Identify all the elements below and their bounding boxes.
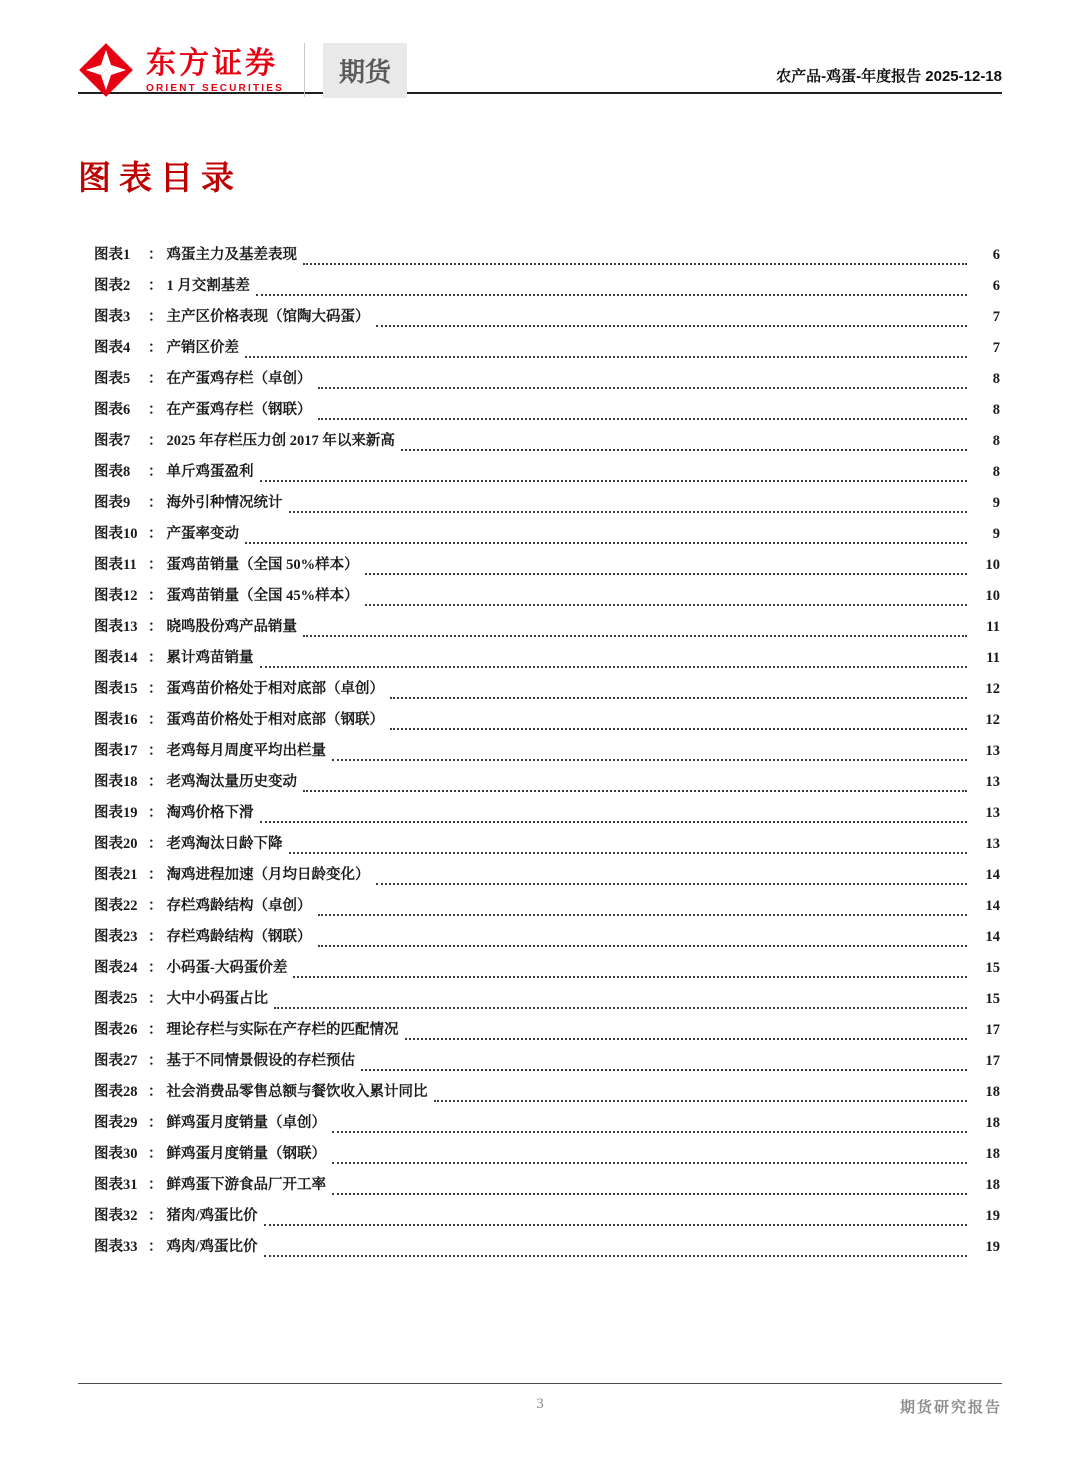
toc-entry-page: 6 [992,278,1000,294]
toc-entry-title: 蛋鸡苗价格处于相对底部（卓创） [166,681,384,697]
toc-entry-separator: ： [148,247,163,263]
toc-entry-dotted-leader [245,356,967,358]
toc-entry-dotted-leader [303,263,967,265]
toc-entry-page: 19 [985,1208,1000,1224]
toc-entry-dotted-leader [332,1193,967,1195]
toc-entry-page: 8 [992,371,1000,387]
toc-entry-separator: ： [148,929,163,945]
page-header [78,0,1002,92]
toc-entry-separator: ： [148,898,163,914]
toc-entry[interactable] [94,460,1000,491]
toc-entry-num: 图表27 [94,1053,138,1069]
toc-entry-dotted-leader [390,728,967,730]
toc-entry-title: 淘鸡价格下滑 [166,805,254,821]
toc-entry-page: 13 [985,805,1000,821]
toc-entry-page: 14 [985,929,1000,945]
toc-entry-num: 图表32 [94,1208,138,1224]
toc-entry-num: 图表16 [94,712,138,728]
toc-entry[interactable] [94,522,1000,553]
toc-entry-separator: ： [148,743,163,759]
toc-entry-title: 存栏鸡龄结构（钢联） [166,929,312,945]
toc-entry-separator: ： [148,433,163,449]
toc-entry-page: 18 [985,1115,1000,1131]
page-footer [78,1383,1002,1418]
toc-entry[interactable] [94,615,1000,646]
toc-entry[interactable] [94,336,1000,367]
toc-entry-title: 单斤鸡蛋盈利 [166,464,254,480]
toc-entry-dotted-leader [293,976,967,978]
toc-entry-page: 9 [992,526,1000,542]
toc-entry-dotted-leader [245,542,967,544]
toc-entry-separator: ： [148,712,163,728]
toc-entry-separator: ： [148,495,163,511]
toc-entry-title: 晓鸣股份鸡产品销量 [166,619,297,635]
brand-name-en: ORIENT SECURITIES [146,82,284,94]
toc-entry-num: 图表14 [94,650,138,666]
toc-entry[interactable] [94,987,1000,1018]
toc-entry-title: 老鸡淘汰日龄下降 [166,836,283,852]
toc-entry-dotted-leader [365,573,967,575]
toc-entry-dotted-leader [256,294,967,296]
toc-entry-title: 社会消费品零售总额与餐饮收入累计同比 [166,1084,428,1100]
toc-entry-num: 图表24 [94,960,138,976]
orient-securities-logo-icon [78,42,134,98]
toc-entry-dotted-leader [332,1131,967,1133]
toc-entry-separator: ： [148,1053,163,1069]
toc-entry-num: 图表1 [94,247,131,263]
toc-entry-num: 图表23 [94,929,138,945]
toc-entry-page: 6 [992,247,1000,263]
report-info: 农产品-鸡蛋-年度报告 2025-12-18 [776,68,1002,85]
toc-entry-separator: ： [148,1177,163,1193]
toc-entry-separator: ： [148,1084,163,1100]
toc-entry-num: 图表9 [94,495,131,511]
toc-entry-page: 19 [985,1239,1000,1255]
toc-entry-dotted-leader [260,666,968,668]
toc-entry-separator: ： [148,1146,163,1162]
toc-entry-page: 12 [985,681,1000,697]
toc-entry-separator: ： [148,402,163,418]
toc-entry-dotted-leader [264,1255,967,1257]
toc-entry-page: 8 [992,402,1000,418]
toc-entry-num: 图表17 [94,743,138,759]
toc-entry-dotted-leader [376,325,968,327]
toc-entry-page: 10 [985,588,1000,604]
brand-block [78,48,407,92]
toc-entry-separator: ： [148,278,163,294]
toc-entry-title: 鲜鸡蛋月度销量（卓创） [166,1115,326,1131]
toc-entry-separator: ： [148,588,163,604]
toc-entry-dotted-leader [303,790,967,792]
toc-entry-title: 主产区价格表现（馆陶大码蛋） [166,309,370,325]
toc-entry-dotted-leader [376,883,968,885]
toc-entry-dotted-leader [260,821,968,823]
toc-entry-page: 13 [985,774,1000,790]
toc-entry-num: 图表6 [94,402,131,418]
toc-entry[interactable] [94,1235,1000,1266]
toc-entry-title: 淘鸡进程加速（月均日龄变化） [166,867,370,883]
brand-name-cn: 东方证券 [146,46,278,80]
footer-report-type: 期货研究报告 [899,1400,1002,1416]
toc-entry[interactable] [94,801,1000,832]
toc-entry-separator: ： [148,619,163,635]
toc-entry-title: 蛋鸡苗价格处于相对底部（钢联） [166,712,384,728]
toc-entry-page: 10 [985,557,1000,573]
toc-entry-dotted-leader [390,697,967,699]
toc-entry-separator: ： [148,1208,163,1224]
toc-entry-page: 15 [985,960,1000,976]
toc-entry[interactable] [94,677,1000,708]
toc-entry[interactable] [94,894,1000,925]
toc-entry-dotted-leader [274,1007,967,1009]
toc-entry-separator: ： [148,526,163,542]
toc-entry-dotted-leader [264,1224,967,1226]
toc-entry[interactable] [94,1080,1000,1111]
toc-entry-num: 图表26 [94,1022,138,1038]
toc-entry[interactable] [94,925,1000,956]
toc-entry-num: 图表25 [94,991,138,1007]
brand-text [146,47,284,94]
toc-entry-dotted-leader [289,852,968,854]
toc-entry-separator: ： [148,774,163,790]
toc-entry-separator: ： [148,681,163,697]
toc-entry[interactable] [94,305,1000,336]
toc-entry-num: 图表2 [94,278,131,294]
toc-entry-num: 图表22 [94,898,138,914]
toc-entry-num: 图表18 [94,774,138,790]
toc-entry-dotted-leader [405,1038,968,1040]
toc-entry[interactable] [94,708,1000,739]
toc-entry-num: 图表30 [94,1146,138,1162]
toc-entry-num: 图表3 [94,309,131,325]
toc-entry-separator: ： [148,309,163,325]
toc-entry-page: 12 [985,712,1000,728]
toc-section [78,152,1002,1266]
toc-entry[interactable] [94,584,1000,615]
toc-entry-page: 15 [985,991,1000,1007]
toc-entry-title: 累计鸡苗销量 [166,650,254,666]
toc-entry-title: 大中小码蛋占比 [166,991,268,1007]
toc-entry-separator: ： [148,1115,163,1131]
toc-entry-dotted-leader [303,635,967,637]
toc-entry[interactable] [94,429,1000,460]
toc-entry-page: 11 [986,619,1000,635]
toc-entry-page: 18 [985,1177,1000,1193]
toc-entry-num: 图表19 [94,805,138,821]
toc-entry-title: 鸡蛋主力及基差表现 [166,247,297,263]
toc-entry-separator: ： [148,650,163,666]
toc-entry-page: 9 [992,495,1000,511]
toc-entry-num: 图表29 [94,1115,138,1131]
toc-entry-separator: ： [148,960,163,976]
toc-entry-dotted-leader [318,914,968,916]
toc-entry-separator: ： [148,464,163,480]
toc-entry-separator: ： [148,867,163,883]
toc-entry[interactable] [94,863,1000,894]
toc-entry-num: 图表21 [94,867,138,883]
toc-entry[interactable] [94,1049,1000,1080]
toc-entry[interactable] [94,832,1000,863]
toc-entry-title: 存栏鸡龄结构（卓创） [166,898,312,914]
toc-list [78,243,1002,1266]
division-label: 期货 [323,43,407,98]
toc-entry-title: 鲜鸡蛋下游食品厂开工率 [166,1177,326,1193]
toc-entry[interactable] [94,1204,1000,1235]
toc-title: 图表目录 [78,161,242,197]
toc-entry-page: 14 [985,898,1000,914]
toc-entry-page: 18 [985,1084,1000,1100]
toc-entry-separator: ： [148,991,163,1007]
toc-entry-page: 13 [985,743,1000,759]
toc-entry-title: 老鸡淘汰量历史变动 [166,774,297,790]
toc-entry-page: 14 [985,867,1000,883]
toc-entry[interactable] [94,243,1000,274]
toc-entry-num: 图表7 [94,433,131,449]
toc-entry-num: 图表28 [94,1084,138,1100]
toc-entry[interactable] [94,398,1000,429]
toc-entry-title: 海外引种情况统计 [166,495,283,511]
footer-row [78,1396,1002,1418]
toc-entry-dotted-leader [332,759,967,761]
toc-entry-num: 图表10 [94,526,138,542]
toc-entry-title: 猪肉/鸡蛋比价 [166,1208,258,1224]
toc-entry[interactable] [94,646,1000,677]
toc-entry[interactable] [94,553,1000,584]
toc-entry-num: 图表31 [94,1177,138,1193]
toc-entry-title: 在产蛋鸡存栏（钢联） [166,402,312,418]
toc-entry-separator: ： [148,557,163,573]
toc-entry-title: 在产蛋鸡存栏（卓创） [166,371,312,387]
toc-entry-title: 小码蛋-大码蛋价差 [166,960,288,976]
toc-entry-title: 鲜鸡蛋月度销量（钢联） [166,1146,326,1162]
toc-entry-num: 图表33 [94,1239,138,1255]
toc-entry-page: 17 [985,1022,1000,1038]
toc-entry-page: 13 [985,836,1000,852]
toc-entry-title: 蛋鸡苗销量（全国 50%样本） [166,557,359,573]
toc-entry-dotted-leader [332,1162,967,1164]
toc-entry-title: 产蛋率变动 [166,526,239,542]
toc-entry-page: 8 [992,433,1000,449]
toc-entry-title: 1 月交割基差 [166,278,250,294]
toc-entry-num: 图表5 [94,371,131,387]
toc-entry-num: 图表13 [94,619,138,635]
toc-entry[interactable] [94,1111,1000,1142]
toc-entry-title: 产销区价差 [166,340,239,356]
toc-entry-dotted-leader [361,1069,967,1071]
toc-entry-dotted-leader [318,387,968,389]
toc-entry[interactable] [94,274,1000,305]
toc-entry-separator: ： [148,836,163,852]
toc-entry-dotted-leader [260,480,968,482]
toc-entry-separator: ： [148,340,163,356]
toc-entry-dotted-leader [318,945,968,947]
toc-entry-page: 18 [985,1146,1000,1162]
toc-entry-num: 图表8 [94,464,131,480]
toc-entry[interactable] [94,491,1000,522]
toc-entry-num: 图表4 [94,340,131,356]
footer-rule [78,1383,1002,1384]
toc-entry-page: 8 [992,464,1000,480]
toc-entry-title: 鸡肉/鸡蛋比价 [166,1239,258,1255]
toc-entry-num: 图表11 [94,557,137,573]
toc-entry-page: 7 [992,340,1000,356]
toc-entry-title: 理论存栏与实际在产存栏的匹配情况 [166,1022,399,1038]
toc-entry[interactable] [94,367,1000,398]
toc-entry-separator: ： [148,1022,163,1038]
toc-entry-title: 基于不同情景假设的存栏预估 [166,1053,355,1069]
toc-entry-dotted-leader [401,449,967,451]
toc-entry-num: 图表20 [94,836,138,852]
toc-entry-title: 蛋鸡苗销量（全国 45%样本） [166,588,359,604]
toc-entry-num: 图表15 [94,681,138,697]
toc-entry-title: 老鸡每月周度平均出栏量 [166,743,326,759]
toc-entry-separator: ： [148,805,163,821]
toc-entry-dotted-leader [318,418,968,420]
page-number: 3 [536,1396,544,1412]
toc-entry-page: 11 [986,650,1000,666]
toc-entry[interactable] [94,1142,1000,1173]
brand-divider [304,43,305,97]
toc-entry-separator: ： [148,371,163,387]
toc-entry-page: 7 [992,309,1000,325]
toc-entry-dotted-leader [434,1100,968,1102]
toc-entry-separator: ： [148,1239,163,1255]
toc-entry-dotted-leader [289,511,968,513]
toc-entry[interactable] [94,770,1000,801]
toc-entry[interactable] [94,956,1000,987]
toc-entry-page: 17 [985,1053,1000,1069]
toc-entry[interactable] [94,1018,1000,1049]
toc-entry[interactable] [94,739,1000,770]
toc-entry[interactable] [94,1173,1000,1204]
toc-entry-num: 图表12 [94,588,138,604]
toc-entry-title: 2025 年存栏压力创 2017 年以来新高 [166,433,395,449]
toc-entry-dotted-leader [365,604,967,606]
